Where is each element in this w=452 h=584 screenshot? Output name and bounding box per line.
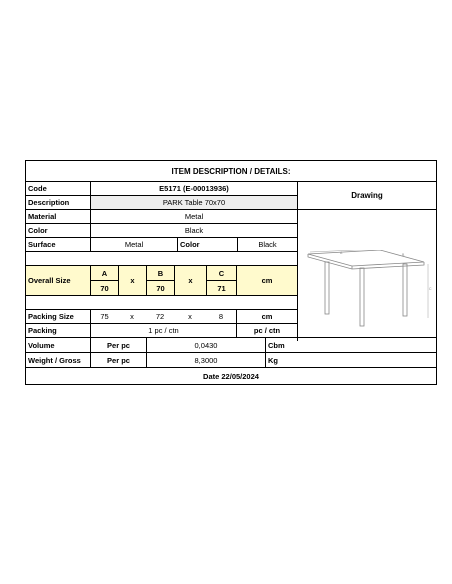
description-value: PARK Table 70x70 (90, 195, 297, 209)
packing-size-v2: 72 (146, 309, 174, 323)
drawing-label: Drawing (297, 181, 436, 209)
description-label: Description (26, 195, 90, 209)
table-drawing (292, 250, 432, 330)
packing-size-unit: cm (236, 309, 297, 323)
surface-color-label: Color (177, 237, 237, 251)
sheet-title: ITEM DESCRIPTION / DETAILS: (171, 166, 291, 176)
packing-size-v1: 75 (90, 309, 118, 323)
material-label: Material (26, 209, 90, 223)
surface-value: Metal (90, 237, 177, 251)
weight-value: 8,3000 (146, 352, 265, 367)
packing-size-v3: 8 (206, 309, 236, 323)
overall-size-unit: cm (236, 265, 297, 295)
code-label: Code (26, 181, 90, 195)
dim-x-2: x (174, 265, 206, 295)
spacer-row (26, 251, 297, 265)
drawing-dim-c: C (429, 287, 432, 291)
surface-color-value: Black (237, 237, 297, 251)
footer-date: Date 22/05/2024 (26, 367, 436, 384)
dim-x-1: x (118, 265, 146, 295)
dim-a-label: A (90, 265, 118, 280)
spacer-row-2 (26, 295, 297, 309)
color-label: Color (26, 223, 90, 237)
dim-c-label: C (206, 265, 236, 280)
overall-size-label: Overall Size (26, 265, 90, 295)
dim-b-value: 70 (146, 280, 174, 295)
table-leg-front-left (325, 262, 329, 314)
packing-value: 1 pc / ctn (90, 323, 236, 337)
dim-a-value: 70 (90, 280, 118, 295)
volume-unit: Cbm (265, 337, 436, 352)
table-leg-back-right (403, 264, 407, 316)
drawing-dim-a: A (340, 251, 343, 255)
packing-size-label: Packing Size (26, 309, 90, 323)
color-value: Black (90, 223, 297, 237)
code-value: E5171 (E-00013936) (90, 181, 297, 195)
weight-label: Weight / Gross (26, 352, 90, 367)
drawing-dim-b: B (402, 253, 405, 257)
packing-label: Packing (26, 323, 90, 337)
table-leg-front-right (360, 268, 364, 326)
surface-label: Surface (26, 237, 90, 251)
packing-unit: pc / ctn (236, 323, 297, 337)
packing-size-x1: x (118, 309, 146, 323)
volume-value: 0,0430 (146, 337, 265, 352)
volume-per: Per pc (90, 337, 146, 352)
dim-c-value: 71 (206, 280, 236, 295)
drawing-divider (297, 209, 436, 210)
packing-size-x2: x (174, 309, 206, 323)
dim-b-label: B (146, 265, 174, 280)
weight-per: Per pc (90, 352, 146, 367)
volume-label: Volume (26, 337, 90, 352)
material-value: Metal (90, 209, 297, 223)
weight-unit: Kg (265, 352, 436, 367)
